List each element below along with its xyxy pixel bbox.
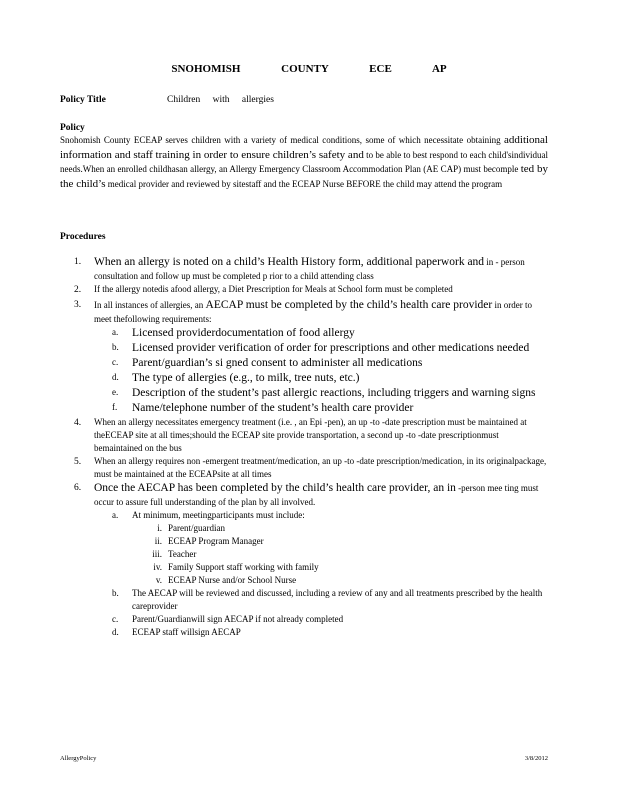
footer-filename: AllergyPolicy [60, 755, 97, 762]
sub-sub-text: ECEAP Nurse and/or School Nurse [168, 575, 297, 585]
item-text-tail: -person mee ting must occur to assure full understanding of the plan by all involved. [94, 483, 539, 507]
policy-text-4: ted by the child’s [60, 163, 548, 190]
sub-item-d [60, 371, 548, 386]
policy-title-row [60, 93, 274, 107]
procedure-item-5 [60, 455, 548, 481]
item-number: 6. [74, 483, 82, 493]
sub-number: e. [112, 387, 119, 397]
procedures-heading: Procedures [60, 232, 106, 242]
item-text: If the allergy notedis afood allergy, a Diet Prescription for Meals at School form must be completed [94, 284, 453, 294]
item-text-tail: in - person consultation and follow up must be completed p rior to a child attending class [94, 257, 525, 281]
sub-number: a. [112, 510, 119, 520]
item-text-lead: In all instances of allergies, an [94, 300, 204, 310]
policy-title-label: Policy Title [60, 95, 106, 105]
sub-sub-number: iii. [152, 549, 162, 559]
sub-number: b. [112, 588, 119, 598]
sub-sub-text: ECEAP Program Manager [168, 536, 264, 546]
sub-sub-item-v [60, 574, 548, 587]
item-text-tail: in order to meet thefollowing requirements: [94, 300, 532, 324]
sub-number: b. [112, 342, 119, 352]
item-text: When an allergy requires non -emergent treatment/medication, an up -to -date prescription/medication, in its originalpackage, must be maintained at the ECEAPsite at all times [94, 456, 547, 479]
policy-text-1: Snohomish County ECEAP serves children with a variety of medical conditions, some of which necessitate obtaining [60, 135, 501, 145]
policy-text-2: additional information and staff training in order to ensure children’s safety and [60, 134, 548, 161]
item-text: When an allergy necessitates emergency treatment (i.e. , an Epi -pen), an up -to -date prescription must be maintained at theECEAP site at all times;should the ECEAP site provide transportation, a second up -to -date prescriptionmust bemaintained on the bus [94, 417, 527, 453]
sub-number: f. [112, 402, 118, 412]
procedure-item-2 [60, 283, 548, 296]
sub-item-a [60, 509, 548, 522]
sub-text: Licensed provider verification of order for prescriptions and other medications needed [132, 342, 530, 354]
sub-sub-number: i. [157, 523, 162, 533]
sub-sub-text: Parent/guardian [168, 523, 225, 533]
sub-sub-text: Teacher [168, 549, 197, 559]
sub-text: The type of allergies (e.g., to milk, tree nuts, etc.) [132, 372, 360, 384]
sub-number: a. [112, 327, 119, 337]
sub-sub-item-i [60, 522, 548, 535]
sub-text: The AECAP will be reviewed and discussed, including a review of any and all treatments prescribed by the health careprovider [132, 588, 543, 611]
item-number: 4. [74, 418, 82, 428]
sub-text: Name/telephone number of the student’s health care provider [132, 402, 414, 414]
procedure-item-4 [60, 416, 548, 455]
item-number: 3. [74, 300, 82, 310]
sub-text: At minimum, meetingparticipants must include: [132, 510, 305, 520]
procedures-list [60, 255, 548, 639]
document-header: SNOHOMISH COUNTY ECE AP [171, 63, 447, 75]
footer-date: 3/8/2012 [524, 755, 548, 762]
item-text-mid: AECAP must be completed by the child’s health care provider [205, 299, 493, 311]
sub-number: c. [112, 357, 119, 367]
sub-sub-text: Family Support staff working with family [168, 562, 319, 572]
sub-sub-item-iii [60, 548, 548, 561]
item-number: 2. [74, 285, 82, 295]
sub-sub-item-iv [60, 561, 548, 574]
sub-item-d [60, 626, 548, 639]
item-number: 5. [74, 457, 82, 467]
policy-text-5: medical provider and reviewed by sitestaff and the ECEAP Nurse BEFORE the child may attend the program [107, 178, 503, 189]
sub-text: ECEAP staff willsign AECAP [132, 627, 241, 637]
policy-heading: Policy [60, 123, 85, 133]
policy-paragraph [60, 133, 548, 191]
sub-item-c [60, 613, 548, 626]
procedure-item-6 [60, 481, 548, 639]
item-text-lead: When an allergy is noted on a child’s Health History form, additional paperwork and [94, 256, 485, 268]
procedure-item-3 [60, 298, 548, 416]
sub-item-b [60, 587, 548, 613]
sub-text: Licensed providerdocumentation of food allergy [132, 327, 355, 339]
item-number: 1. [74, 257, 82, 267]
sub-sub-number: v. [155, 575, 162, 585]
sub-item-b [60, 341, 548, 356]
policy-text-3: to be able to best respond to each child'sindividual needs.When an enrolled childhasan allergy, an Allergy Emergency Classroom Accommodation Plan (AE CAP) must becomple [60, 149, 549, 175]
sub-text: Description of the student’s past allergic reactions, including triggers and warning signs [132, 387, 536, 399]
sub-item-f [60, 401, 548, 416]
sub-number: d. [112, 372, 119, 382]
policy-title-value: Children with allergies [167, 95, 274, 105]
procedure-item-1 [60, 255, 548, 283]
sub-sub-number: ii. [154, 536, 162, 546]
item-text-lead: Once the AECAP has been completed by the child’s health care provider, an in [94, 482, 456, 494]
sub-item-a [60, 326, 548, 341]
sub-sub-number: iv. [153, 562, 162, 572]
sub-item-c [60, 356, 548, 371]
sub-text: Parent/guardian’s si gned consent to administer all medications [132, 357, 423, 369]
sub-text: Parent/Guardianwill sign AECAP if not already completed [132, 614, 344, 624]
sub-item-e [60, 386, 548, 401]
sub-number: d. [112, 627, 119, 637]
sub-sub-item-ii [60, 535, 548, 548]
sub-number: c. [112, 614, 119, 624]
